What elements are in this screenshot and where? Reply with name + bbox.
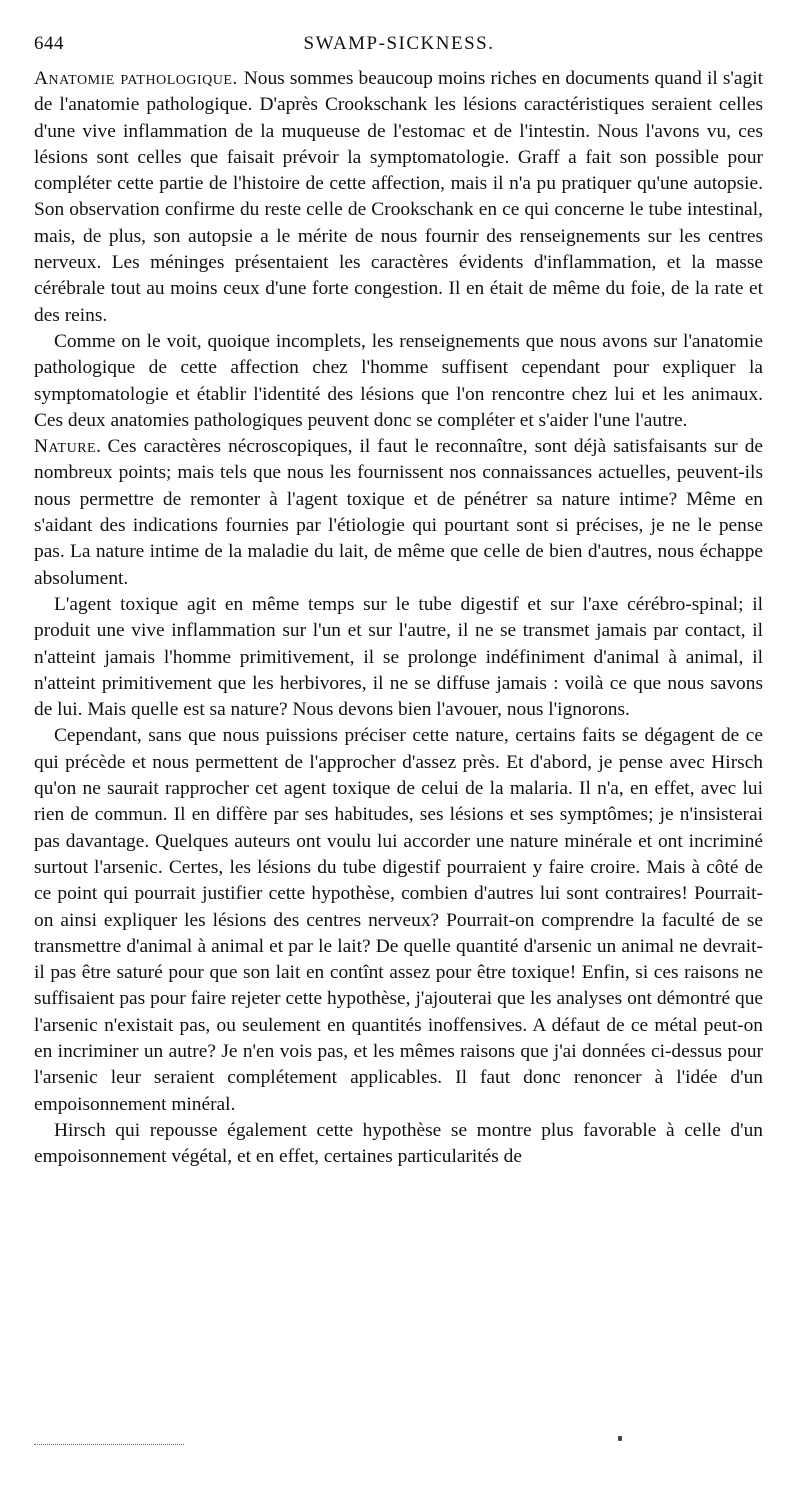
running-head: SWAMP-SICKNESS. <box>303 33 495 54</box>
paragraph-text: Comme on le voit, quoique incomplets, les renseignements que nous avons sur l'anatomie pathologique de cette affection chez l'homme suffisent cependant pour expliquer la symptomatologie et établir l'identité des lésions que l'on rencontre chez lui et les animaux. Ces deux anatomies pathologiques peuvent donc se compléter et s'aider l'une l'autre. <box>34 330 763 431</box>
paragraph-nature <box>34 434 763 592</box>
section-heading-nature: Nature. <box>34 436 102 458</box>
printer-mark <box>618 1436 622 1441</box>
body-text <box>34 66 763 1170</box>
page-number: 644 <box>34 33 64 54</box>
paragraph-text: L'agent toxique agit en même temps sur le tube digestif et sur l'axe cérébro-spinal; il produit une vive inflammation sur l'un et sur l'autre, il ne se transmet jamais par contact, il n'atteint jamais l'homme primitivement, il se prolonge indéfiniment d'animal à animal, il n'atteint primitivement que les herbivores, il ne se diffuse jamais : voilà ce que nous savons de lui. Mais quelle est sa nature? Nous devons bien l'avouer, nous l'ignorons. <box>34 593 763 721</box>
section-heading-anatomie: Anatomie pathologique. <box>34 68 238 89</box>
paragraph-text: Ces caractères nécroscopiques, il faut le reconnaître, sont déjà satisfaisants sur de nombreux points; mais tels que nous les fournissent nos connaissances actuelles, peuvent-ils nous permettre de remonter à l'agent toxique et de pénétrer sa nature intime? Même en s'aidant des indications fournies par l'étiologie qui pourtant sont si précises, je ne le pense pas. La nature intime de la maladie du lait, de même que celle de bien d'autres, nous échappe absolument. <box>34 436 763 589</box>
paragraph <box>34 329 763 434</box>
footer-rule <box>34 1444 184 1445</box>
paragraph <box>34 723 763 1117</box>
paragraph <box>34 1118 763 1171</box>
page-header <box>34 33 764 57</box>
paragraph-text: Hirsch qui repousse également cette hypothèse se montre plus favorable à celle d'un empoisonnement végétal, et en effet, certaines particularités de <box>34 1119 763 1168</box>
paragraph-text: Cependant, sans que nous puissions préciser cette nature, certains faits se dégagent de ce qui précède et nous permettent de l'approcher d'assez près. Et d'abord, je pense avec Hirsch qu'on ne saurait rapprocher cet agent toxique de celui de la malaria. Il n'a, en effet, avec lui rien de commun. Il en diffère par ses habitudes, ses lésions et ses symptômes; je n'insisterai pas davantage. Quelques auteurs ont voulu lui accorder une nature minérale et ont incriminé surtout l'arsenic. Certes, les lésions du tube digestif pourraient y faire croire. Mais à côté de ce point qui pourrait justifier cette hypothèse, combien d'autres lui sont contraires! Pourrait-on ainsi expliquer les lésions des centres nerveux? Pourrait-on comprendre la faculté de se transmettre d'animal à animal et par le lait? De quelle quantité d'arsenic un animal ne devrait-il pas être saturé pour que son lait en contînt assez pour être toxique! Enfin, si ces raisons ne suffisaient pas pour faire rejeter cette hypothèse, j'ajouterai que les analyses ont démontré que l'arsenic n'existait pas, ou seulement en quantités inoffensives. A défaut de ce métal peut-on en incriminer un autre? Je n'en vois pas, et les mêmes raisons que j'ai données ci-dessus pour l'arsenic leur seraient complétement applicables. Il faut donc renoncer à l'idée d'un empoisonnement minéral. <box>34 725 763 1115</box>
paragraph <box>34 592 763 723</box>
paragraph-text: Nous sommes beaucoup moins riches en documents quand il s'agit de l'anatomie pathologique. D'après Crookschank les lésions caractéristiques seraient celles d'une vive inflammation de la muqueuse de l'estomac et de l'intestin. Nous l'avons vu, ces lésions sont celles que faisait prévoir la symptomatologie. Graff a fait son possible pour compléter cette partie de l'histoire de cette affection, mais il n'a pu pratiquer qu'une autopsie. Son observation confirme du reste celle de Crookschank en ce qui concerne le tube intestinal, mais, de plus, son autopsie a le mérite de nous fournir des renseignements sur les centres nerveux. Les méninges présentaient les caractères évidents d'inflammation, et la masse cérébrale tout au moins ceux d'une forte congestion. Il en était de même du foie, de la rate et des reins. <box>34 68 763 326</box>
paragraph-anatomie <box>34 66 763 329</box>
